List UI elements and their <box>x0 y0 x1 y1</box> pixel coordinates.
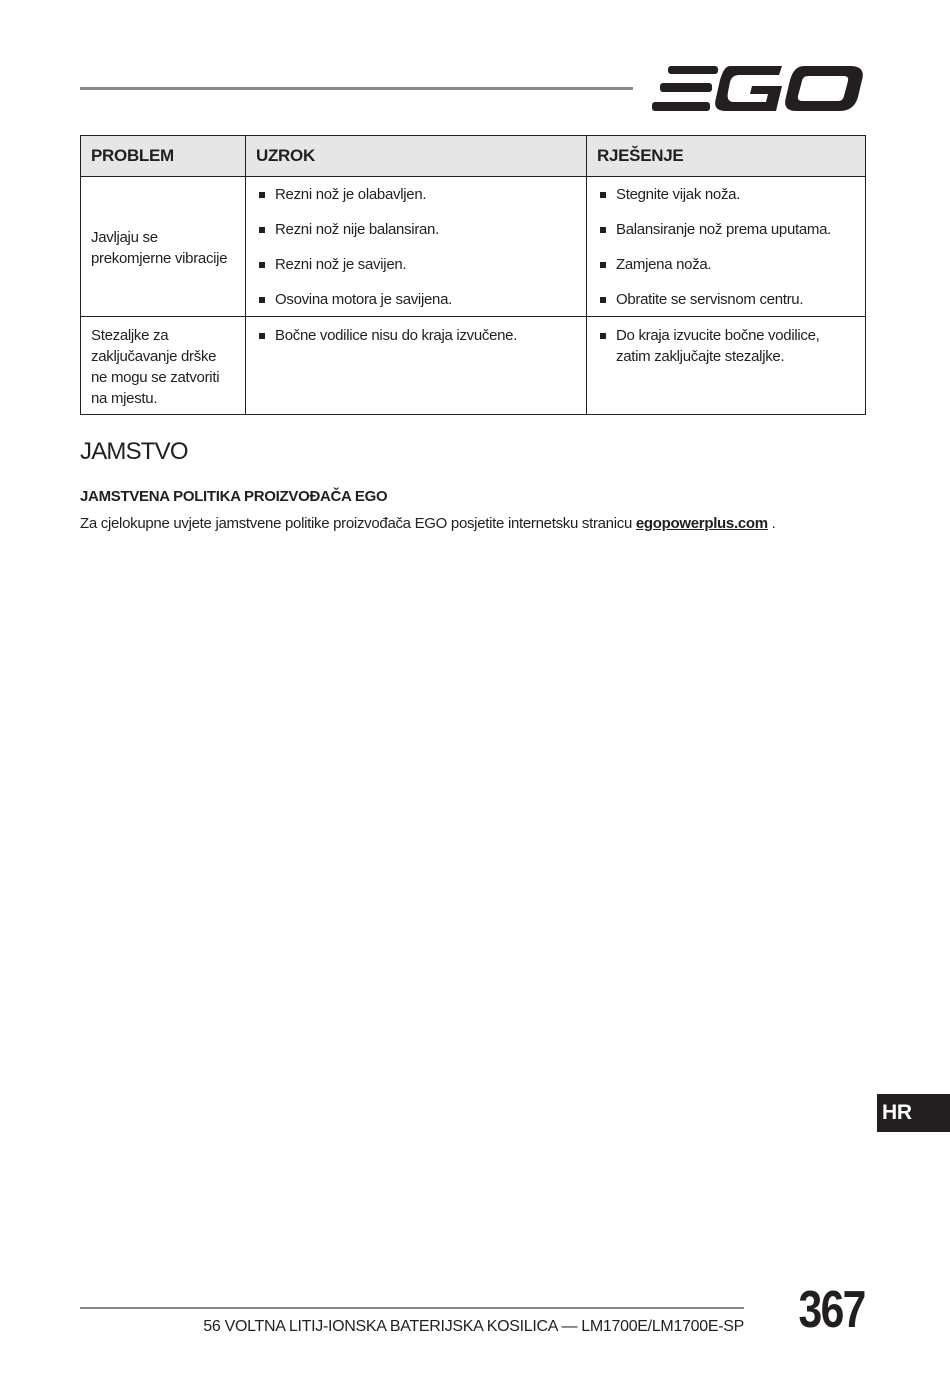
solutions-cell <box>587 317 866 415</box>
page-number: 367 <box>798 1281 865 1339</box>
warranty-text-end: . <box>771 515 776 532</box>
table-row <box>81 317 866 415</box>
footer-rule <box>80 1307 744 1309</box>
causes-cell <box>246 177 587 317</box>
cause-item: Rezni nož je olabavljen. <box>256 184 578 205</box>
causes-cell <box>246 317 587 415</box>
ego-logo <box>652 64 864 112</box>
solution-item: Stegnite vijak noža. <box>597 184 857 205</box>
solution-item: Obratite se servisnom centru. <box>597 289 857 310</box>
cause-item: Osovina motora je savijena. <box>256 289 578 310</box>
solution-item: Do kraja izvucite bočne vodilice, zatim zaključajte stezaljke. <box>597 325 857 367</box>
warranty-title: JAMSTVO <box>80 438 188 465</box>
problem-cell: Javljaju se prekomjerne vibracije <box>81 177 246 317</box>
solution-item: Balansiranje nož prema uputama. <box>597 219 857 240</box>
header-problem: PROBLEM <box>81 136 246 177</box>
troubleshooting-table <box>80 135 866 415</box>
table-row <box>81 177 866 317</box>
problem-cell: Stezaljke za zaključavanje drške ne mogu se zatvoriti na mjestu. <box>81 317 246 415</box>
warranty-text-body: Za cjelokupne uvjete jamstvene politike proizvođača EGO posjetite internetsku stranicu <box>80 515 633 532</box>
table-header-row <box>81 136 866 177</box>
header-cause: UZROK <box>246 136 587 177</box>
warranty-link[interactable]: egopowerplus.com <box>635 515 768 532</box>
cause-item: Rezni nož je savijen. <box>256 254 578 275</box>
solutions-cell <box>587 177 866 317</box>
warranty-subtitle: JAMSTVENA POLITIKA PROIZVOĐAČA EGO <box>80 488 388 505</box>
cause-item: Bočne vodilice nisu do kraja izvučene. <box>256 325 578 346</box>
language-tab: HR <box>877 1094 950 1132</box>
cause-item: Rezni nož nije balansiran. <box>256 219 578 240</box>
warranty-text <box>80 515 870 532</box>
footer-title: 56 VOLTNA LITIJ-IONSKA BATERIJSKA KOSILICA — LM1700E/LM1700E-SP <box>203 1318 744 1335</box>
header-rule <box>80 87 633 90</box>
solution-item: Zamjena noža. <box>597 254 857 275</box>
header-solution: RJEŠENJE <box>587 136 866 177</box>
